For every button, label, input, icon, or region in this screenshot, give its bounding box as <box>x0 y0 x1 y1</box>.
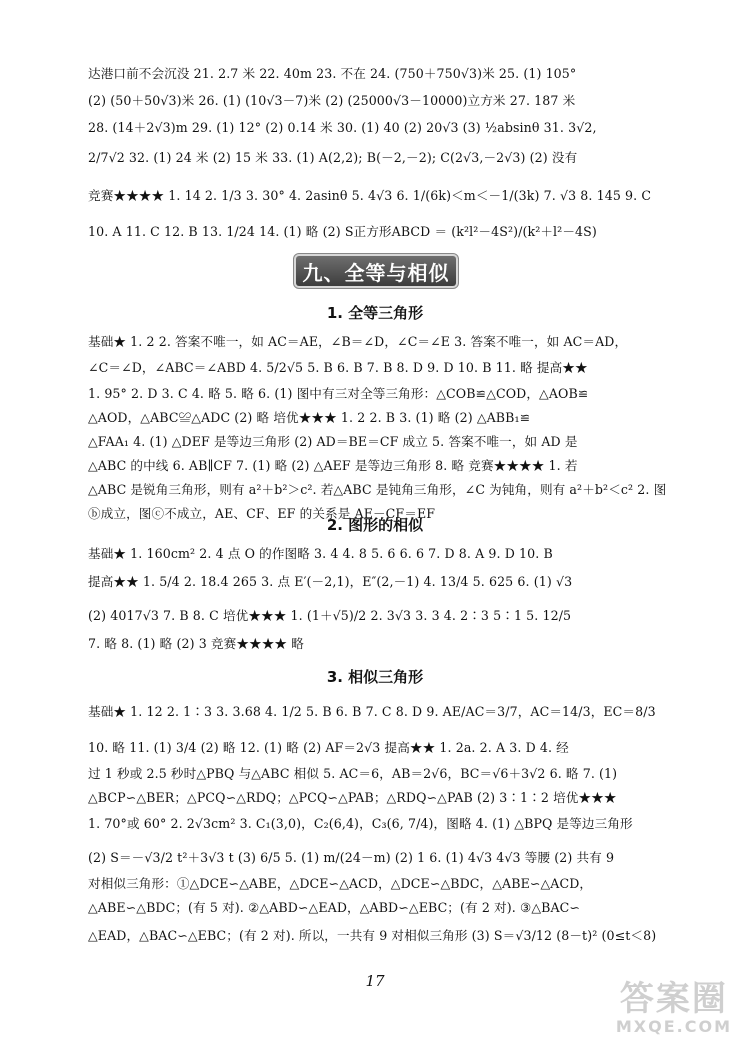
text-line: 基础★ 1. 2 2. 答案不唯一，如 AC＝AE，∠B＝∠D，∠C＝∠E 3. 答案不唯一，如 AC＝AD， <box>88 334 628 349</box>
text-line: (2) (50＋50√3)米 26. (1) (10√3－7)米 (2) (25000√3－10000)立方米 27. 187 米 <box>88 93 576 108</box>
watermark-url: MXQE.COM <box>615 1017 732 1036</box>
text-line: 基础★ 1. 160cm² 2. 4 点 O 的作图略 3. 4 4. 8 5. 6 6. 6 7. D 8. A 9. D 10. B <box>88 546 553 561</box>
text-line: 竞赛★★★★ 1. 14 2. 1/3 3. 30° 4. 2asinθ 5. 4√3 6. 1/(6k)＜m＜－1/(3k) 7. √3 8. 145 9. C <box>88 188 652 203</box>
text-line: △BCP∽△BER；△PCQ∽△RDQ；△PCQ∽△PAB；△RDQ∽△PAB (2) 3∶1∶2 培优★★★ <box>88 790 617 805</box>
text-line: ∠C＝∠D，∠ABC＝∠ABD 4. 5/2√5 5. B 6. B 7. B 8. D 9. D 10. B 11. 略 提高★★ <box>88 360 588 375</box>
text-line: 2/7√2 32. (1) 24 米 (2) 15 米 33. (1) A(2,2); B(－2,－2); C(2√3,－2√3) (2) 没有 <box>88 150 578 165</box>
text-line: 基础★ 1. 12 2. 1∶3 3. 3.68 4. 1/2 5. B 6. B 7. C 8. D 9. AE/AC＝3/7，AC＝14/3，EC＝8/3 <box>88 704 656 719</box>
text-line: 10. 略 11. (1) 3/4 (2) 略 12. (1) 略 (2) AF＝2√3 提高★★ 1. 2a. 2. A 3. D 4. 经 <box>88 740 569 755</box>
section-heading: 3. 相似三角形 <box>326 668 424 686</box>
watermark-logo <box>616 981 732 1036</box>
text-line: (2) S＝－√3/2 t²＋3√3 t (3) 6/5 5. (1) m/(24－m) (2) 1 6. (1) 4√3 4√3 等腰 (2) 共有 9 <box>88 850 615 865</box>
text-line: 1. 95° 2. D 3. C 4. 略 5. 略 6. (1) 图中有三对全等三角形：△COB≌△COD，△AOB≌ <box>88 386 589 401</box>
text-line: 过 1 秒或 2.5 秒时△PBQ 与△ABC 相似 5. AC＝6，AB＝2√6，BC＝√6＋3√2 6. 略 7. (1) <box>88 766 618 781</box>
text-line: △ABE∽△BDC；(有 5 对). ②△ABD∽△EAD，△ABD∽△EBC；(有 2 对). ③△BAC∽ <box>88 900 581 915</box>
chapter-banner <box>296 256 456 286</box>
section-heading: 1. 全等三角形 <box>326 304 424 322</box>
text-line: 10. A 11. C 12. B 13. 1/24 14. (1) 略 (2) S正方形ABCD ＝ (k²l²－4S²)/(k²＋l²－4S) <box>88 224 597 239</box>
text-line: △FAA₁ 4. (1) △DEF 是等边三角形 (2) AD＝BE＝CF 成立 5. 答案不唯一，如 AD 是 <box>88 434 578 449</box>
watermark-text: 答案圈 <box>619 979 728 1019</box>
page-number: 17 <box>365 972 385 990</box>
text-line: (2) 4017√3 7. B 8. C 培优★★★ 1. (1＋√5)/2 2. 3√3 3. 3 4. 2∶3 5∶1 5. 12/5 <box>88 608 572 623</box>
text-line: △ABC 是锐角三角形，则有 a²＋b²＞c². 若△ABC 是钝角三角形，∠C 为钝角，则有 a²＋b²＜c² 2. 图 <box>88 482 667 497</box>
text-line: △EAD，△BAC∽△EBC；(有 2 对). 所以，一共有 9 对相似三角形 (3) S＝√3/12 (8－t)² (0≤t＜8) <box>88 928 657 943</box>
text-line: 28. (14＋2√3)m 29. (1) 12° (2) 0.14 米 30. (1) 40 (2) 20√3 (3) ½absinθ 31. 3√2, <box>88 120 597 135</box>
text-line: 提高★★ 1. 5/4 2. 18.4 265 3. 点 E′(－2,1)，E″(2,－1) 4. 13/4 5. 625 6. (1) √3 <box>88 574 573 589</box>
text-line: 达港口前不会沉没 21. 2.7 米 22. 40m 23. 不在 24. (750＋750√3)米 25. (1) 105° <box>88 66 577 81</box>
text-line: 1. 70°或 60° 2. 2√3cm² 3. C₁(3,0)，C₂(6,4)，C₃(6, 7/4)，图略 4. (1) △BPQ 是等边三角形 <box>88 816 633 831</box>
section-heading: 2. 图形的相似 <box>326 516 424 534</box>
chapter-title: 九、全等与相似 <box>302 260 450 285</box>
text-line: ⓑ成立，图ⓒ不成立，AE、CF、EF 的关系是 AE－CF＝EF <box>88 506 436 521</box>
text-line: △ABC 的中线 6. AB∥CF 7. (1) 略 (2) △AEF 是等边三角形 8. 略 竞赛★★★★ 1. 若 <box>88 458 578 473</box>
text-line: 7. 略 8. (1) 略 (2) 3 竞赛★★★★ 略 <box>88 636 304 651</box>
text-line: △AOD，△ABC≌△ADC (2) 略 培优★★★ 1. 2 2. B 3. (1) 略 (2) △ABB₁≌ <box>88 410 531 425</box>
text-line: 对相似三角形：①△DCE∽△ABE，△DCE∽△ACD，△DCE∽△BDC，△ABE∽△ACD， <box>88 876 593 891</box>
